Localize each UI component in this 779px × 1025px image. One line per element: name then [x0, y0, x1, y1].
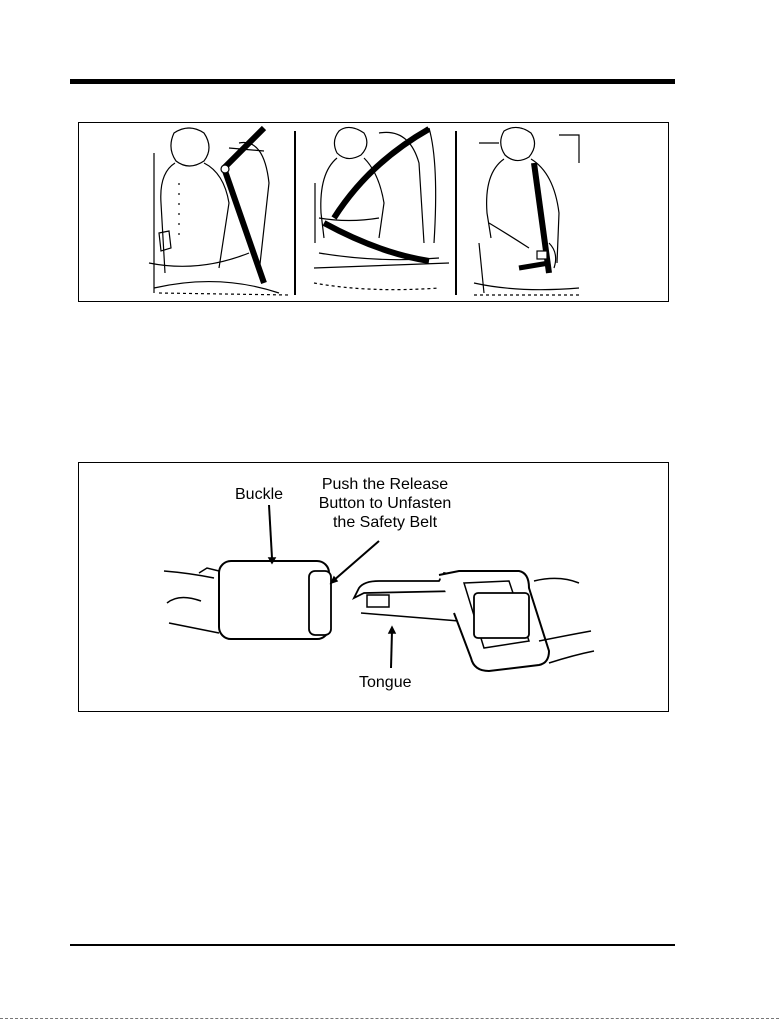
shoulder-belt-panel — [149, 128, 289, 295]
release-button — [309, 571, 331, 635]
header-rule — [70, 79, 675, 84]
buckle-tongue-figure — [78, 462, 669, 712]
seatbelt-usage-figure — [78, 122, 669, 302]
tongue-label: Tongue — [359, 674, 412, 691]
lap-belt-panel — [314, 127, 449, 289]
footer-rule — [70, 944, 675, 946]
buckling-panel — [474, 127, 579, 295]
buckle-label: Buckle — [235, 486, 284, 503]
release-label-line-2: Button to Unfasten — [318, 495, 452, 512]
release-label-line-3: the Safety Belt — [332, 514, 438, 531]
release-button-label — [305, 475, 465, 532]
page-edge-dashes — [0, 1018, 779, 1019]
seatbelt-usage-illustration — [79, 123, 670, 303]
release-label-line-1: Push the Release — [321, 476, 449, 493]
